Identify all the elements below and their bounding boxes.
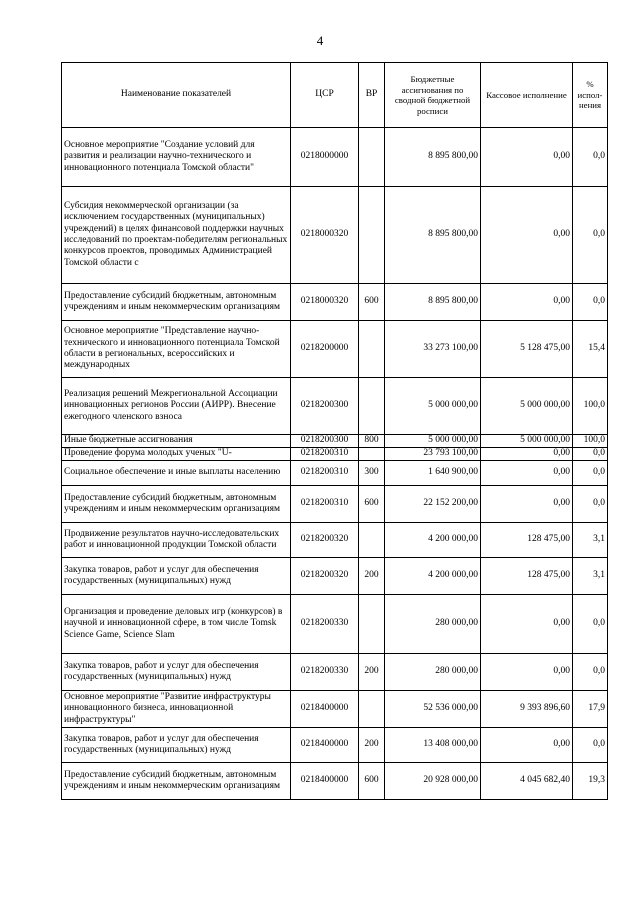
csr-text: 0218200300 <box>300 400 349 411</box>
cell-vr <box>359 728 385 763</box>
cell-pct <box>573 378 608 435</box>
budget-table <box>61 62 608 800</box>
budget-text: 4 200 000,00 <box>428 570 478 581</box>
cell-cash <box>481 321 573 378</box>
cell-budget <box>385 378 481 435</box>
cell-vr <box>359 654 385 691</box>
cell-csr <box>291 595 359 654</box>
cell-budget <box>385 448 481 461</box>
cell-csr <box>291 558 359 595</box>
name-text: Социальное обеспечение и иные выплаты населению <box>64 467 281 478</box>
table-header-row <box>62 63 608 128</box>
cell-budget <box>385 763 481 800</box>
cell-pct <box>573 558 608 595</box>
cell-pct <box>573 728 608 763</box>
cell-cash <box>481 378 573 435</box>
name-text: Реализация решений Межрегиональной Ассоциации инновационных регионов России (АИРР). Внесение ежегодного членского взноса <box>64 389 278 422</box>
cash-text: 0,00 <box>553 666 570 677</box>
budget-text: 1 640 900,00 <box>428 467 478 478</box>
cell-vr <box>359 448 385 461</box>
cash-text: 128 475,00 <box>527 534 570 545</box>
cell-vr <box>359 691 385 728</box>
table-row <box>62 763 608 800</box>
cell-pct <box>573 187 608 284</box>
cell-cash <box>481 558 573 595</box>
cell-budget <box>385 284 481 321</box>
pct-text: 0,0 <box>593 448 605 459</box>
pct-text: 0,0 <box>593 666 605 677</box>
pct-text: 19,3 <box>588 775 605 786</box>
cell-budget <box>385 128 481 187</box>
table-row <box>62 461 608 486</box>
cell-name <box>62 187 291 284</box>
cell-budget <box>385 523 481 558</box>
header-vr: ВР <box>359 63 385 128</box>
cash-text: 4 045 682,40 <box>520 775 570 786</box>
vr-text: 600 <box>364 296 379 307</box>
budget-text: 8 895 800,00 <box>428 296 478 307</box>
cell-budget <box>385 728 481 763</box>
vr-text: 600 <box>364 775 379 786</box>
vr-text: 300 <box>364 467 379 478</box>
cell-name <box>62 523 291 558</box>
cell-csr <box>291 128 359 187</box>
cell-pct <box>573 448 608 461</box>
budget-text: 4 200 000,00 <box>428 534 478 545</box>
cell-vr <box>359 435 385 448</box>
csr-text: 0218200310 <box>300 467 349 478</box>
cell-budget <box>385 321 481 378</box>
name-text: Основное мероприятие "Развитие инфраструктуры инновационного бизнеса, инновационной инфраструктуры" <box>64 692 271 725</box>
cash-text: 128 475,00 <box>527 570 570 581</box>
pct-text: 0,0 <box>593 229 605 240</box>
cell-cash <box>481 728 573 763</box>
budget-text: 280 000,00 <box>435 618 478 629</box>
cell-name <box>62 486 291 523</box>
cell-csr <box>291 486 359 523</box>
cash-text: 5 000 000,00 <box>520 435 570 446</box>
cash-text: 5 128 475,00 <box>520 343 570 354</box>
cell-budget <box>385 486 481 523</box>
cell-pct <box>573 486 608 523</box>
table-row <box>62 595 608 654</box>
csr-text: 0218400000 <box>300 703 349 714</box>
budget-text: 13 408 000,00 <box>423 739 478 750</box>
csr-text: 0218400000 <box>300 775 349 786</box>
cell-name <box>62 728 291 763</box>
cash-text: 0,00 <box>553 467 570 478</box>
cell-pct <box>573 523 608 558</box>
cash-text: 9 393 896,60 <box>520 703 570 714</box>
budget-text: 52 536 000,00 <box>423 703 478 714</box>
budget-text: 8 895 800,00 <box>428 151 478 162</box>
budget-text: 280 000,00 <box>435 666 478 677</box>
cell-vr <box>359 523 385 558</box>
cell-vr <box>359 558 385 595</box>
budget-text: 33 273 100,00 <box>423 343 478 354</box>
budget-text: 5 000 000,00 <box>428 400 478 411</box>
cell-csr <box>291 654 359 691</box>
csr-text: 0218200320 <box>300 570 349 581</box>
cell-cash <box>481 435 573 448</box>
cell-csr <box>291 378 359 435</box>
name-text: Предоставление субсидий бюджетным, автономным учреждениям и иным некоммерческим организациям <box>64 492 281 514</box>
cell-csr <box>291 321 359 378</box>
name-text: Организация и проведение деловых игр (конкурсов) в научной и инновационной сфере, в том числе Tomsk Science Game, Science Slam <box>64 607 283 640</box>
table-row <box>62 284 608 321</box>
cell-name <box>62 448 291 461</box>
cell-name <box>62 378 291 435</box>
pct-text: 100,0 <box>583 435 605 446</box>
pct-text: 0,0 <box>593 739 605 750</box>
cell-csr <box>291 523 359 558</box>
cell-name <box>62 435 291 448</box>
cell-vr <box>359 763 385 800</box>
table-row <box>62 654 608 691</box>
table-row <box>62 448 608 461</box>
cell-cash <box>481 128 573 187</box>
cash-text: 0,00 <box>553 151 570 162</box>
budget-text: 23 793 100,00 <box>423 448 478 459</box>
pct-text: 0,0 <box>593 467 605 478</box>
table-row <box>62 321 608 378</box>
csr-text: 0218200330 <box>300 618 349 629</box>
pct-text: 3,1 <box>593 534 605 545</box>
cell-cash <box>481 654 573 691</box>
header-csr: ЦСР <box>291 63 359 128</box>
cell-pct <box>573 435 608 448</box>
cell-pct <box>573 321 608 378</box>
csr-text: 0218400000 <box>300 739 349 750</box>
cash-text: 0,00 <box>553 448 570 459</box>
cell-vr <box>359 321 385 378</box>
page-number: 4 <box>316 33 324 48</box>
cell-vr <box>359 128 385 187</box>
cell-name <box>62 461 291 486</box>
header-pct: % испол-нения <box>573 63 608 128</box>
cell-cash <box>481 523 573 558</box>
cell-name <box>62 691 291 728</box>
cell-csr <box>291 461 359 486</box>
cell-pct <box>573 763 608 800</box>
pct-text: 17,9 <box>588 703 605 714</box>
cell-pct <box>573 654 608 691</box>
cell-vr <box>359 461 385 486</box>
cell-cash <box>481 595 573 654</box>
cell-budget <box>385 595 481 654</box>
cell-name <box>62 128 291 187</box>
csr-text: 0218200320 <box>300 534 349 545</box>
name-text: Предоставление субсидий бюджетным, автономным учреждениям и иным некоммерческим организациям <box>64 769 281 791</box>
pct-text: 0,0 <box>593 296 605 307</box>
name-text: Иные бюджетные ассигнования <box>64 435 193 446</box>
cash-text: 0,00 <box>553 739 570 750</box>
name-text: Закупка товаров, работ и услуг для обеспечения государственных (муниципальных) нужд <box>64 660 259 682</box>
cell-budget <box>385 558 481 595</box>
cell-cash <box>481 763 573 800</box>
cell-budget <box>385 187 481 284</box>
name-text: Закупка товаров, работ и услуг для обеспечения государственных (муниципальных) нужд <box>64 564 259 586</box>
budget-text: 5 000 000,00 <box>428 435 478 446</box>
header-budget: Бюджетные ассигнования по сводной бюджетной росписи <box>385 63 481 128</box>
cell-vr <box>359 187 385 284</box>
cell-cash <box>481 187 573 284</box>
pct-text: 0,0 <box>593 498 605 509</box>
table-row <box>62 558 608 595</box>
cell-name <box>62 558 291 595</box>
header-name: Наименование показателей <box>62 63 291 128</box>
cash-text: 0,00 <box>553 618 570 629</box>
cell-pct <box>573 284 608 321</box>
pct-text: 100,0 <box>583 400 605 411</box>
cell-csr <box>291 728 359 763</box>
cell-cash <box>481 461 573 486</box>
header-cash: Кассовое исполнение <box>481 63 573 128</box>
cell-vr <box>359 284 385 321</box>
cell-cash <box>481 486 573 523</box>
cell-name <box>62 763 291 800</box>
pct-text: 0,0 <box>593 618 605 629</box>
cell-budget <box>385 461 481 486</box>
name-text: Продвижение результатов научно-исследовательских работ и инновационной продукции Томской области <box>64 528 280 550</box>
budget-text: 8 895 800,00 <box>428 229 478 240</box>
cash-text: 0,00 <box>553 296 570 307</box>
cell-budget <box>385 654 481 691</box>
vr-text: 200 <box>364 666 379 677</box>
name-text: Субсидия некоммерческой организации (за исключением государственных (муниципальных) учреждений) в целях финансовой поддержки научных исследований по проектам-победителям региональных конкурсов проектов, проводимых Администрацией Томской области с <box>64 201 288 268</box>
csr-text: 0218200330 <box>300 666 349 677</box>
cell-csr <box>291 435 359 448</box>
name-text: Проведение форума молодых ученых "U- <box>64 448 232 459</box>
cell-cash <box>481 691 573 728</box>
cell-cash <box>481 284 573 321</box>
name-text: Предоставление субсидий бюджетным, автономным учреждениям и иным некоммерческим организациям <box>64 290 281 312</box>
name-text: Закупка товаров, работ и услуг для обеспечения государственных (муниципальных) нужд <box>64 733 259 755</box>
csr-text: 0218200000 <box>300 343 349 354</box>
cell-csr <box>291 448 359 461</box>
table-row <box>62 486 608 523</box>
cell-pct <box>573 128 608 187</box>
cell-name <box>62 284 291 321</box>
cell-name <box>62 654 291 691</box>
cell-vr <box>359 378 385 435</box>
cell-csr <box>291 284 359 321</box>
cell-csr <box>291 691 359 728</box>
vr-text: 200 <box>364 570 379 581</box>
vr-text: 800 <box>364 435 379 446</box>
table-row <box>62 435 608 448</box>
pct-text: 15,4 <box>588 343 605 354</box>
table-row <box>62 728 608 763</box>
cash-text: 0,00 <box>553 498 570 509</box>
table-row <box>62 187 608 284</box>
table-row <box>62 523 608 558</box>
cash-text: 0,00 <box>553 229 570 240</box>
cash-text: 5 000 000,00 <box>520 400 570 411</box>
cell-pct <box>573 595 608 654</box>
cell-budget <box>385 435 481 448</box>
cell-vr <box>359 595 385 654</box>
table-row <box>62 691 608 728</box>
csr-text: 0218000000 <box>300 151 349 162</box>
csr-text: 0218200310 <box>300 498 349 509</box>
table-row <box>62 128 608 187</box>
cell-cash <box>481 448 573 461</box>
budget-text: 22 152 200,00 <box>423 498 478 509</box>
cell-csr <box>291 187 359 284</box>
cell-name <box>62 321 291 378</box>
pct-text: 0,0 <box>593 151 605 162</box>
csr-text: 0218200300 <box>300 435 349 446</box>
vr-text: 200 <box>364 739 379 750</box>
cell-pct <box>573 461 608 486</box>
cell-pct <box>573 691 608 728</box>
cell-csr <box>291 763 359 800</box>
cell-name <box>62 595 291 654</box>
cell-budget <box>385 691 481 728</box>
name-text: Основное мероприятие "Представление научно-технического и инновационного потенциала Томской области в региональных, всероссийских и международных <box>64 326 280 371</box>
name-text: Основное мероприятие "Создание условий для развития и реализации научно-технического и инновационного потенциала Томской области" <box>64 140 255 173</box>
csr-text: 0218000320 <box>300 229 349 240</box>
pct-text: 3,1 <box>593 570 605 581</box>
csr-text: 0218000320 <box>300 296 349 307</box>
budget-text: 20 928 000,00 <box>423 775 478 786</box>
cell-vr <box>359 486 385 523</box>
table-row <box>62 378 608 435</box>
csr-text: 0218200310 <box>300 448 349 459</box>
vr-text: 600 <box>364 498 379 509</box>
